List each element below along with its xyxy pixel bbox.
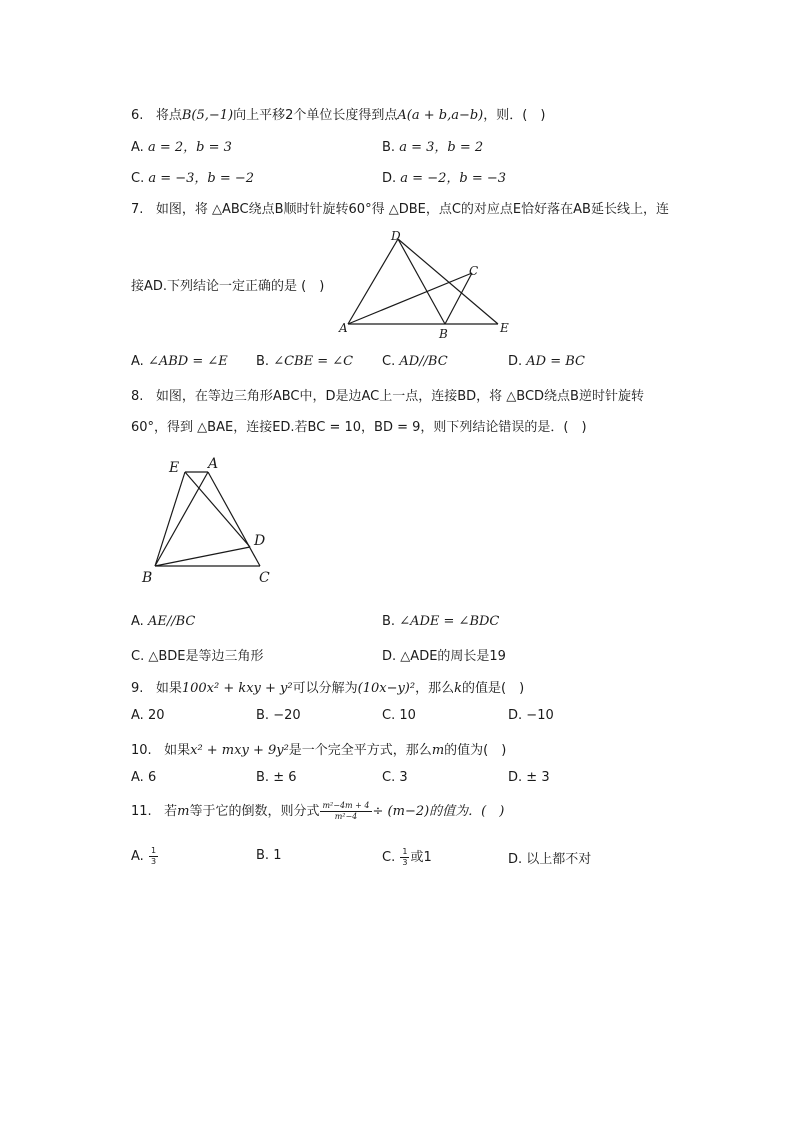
q6-text-2: 向上平移2个单位长度得到点 [233, 108, 398, 123]
q11-option-c[interactable]: C. $\frac{1}{3}$ 或1 [382, 847, 432, 867]
q9-expression-1: 100x² + kxy + y² [181, 681, 293, 696]
q9-stem: 9. 如果100x² + kxy + y²可以分解为(10x−y)²，那么k的值是( ) [131, 681, 525, 696]
q8-text-1: 如图，在等边三角形ABC中，D是边AC上一点，连接BD，将 △BCD绕点B逆时针旋转 [155, 389, 644, 404]
q6-point-b: B [181, 108, 192, 123]
q11-option-d[interactable]: D. 以上都不对 [508, 852, 592, 867]
q8-label-d: D [254, 533, 266, 549]
q10-stem: 10. 如果x² + mxy + 9y²是一个完全平方式，那么m的值为( ) [131, 743, 507, 758]
q7-label-a: A [339, 321, 348, 335]
q8-stem-line-1 [131, 385, 644, 404]
q8-label-e: E [169, 460, 180, 476]
fraction-one-third: $\frac{1}{3}$ [402, 847, 408, 867]
q8-line-ab [155, 472, 208, 566]
q7-text-1: 如图，将 △ABC绕点B顺时针旋转60°得 △DBE，点C的对应点E恰好落在AB延长线上，连 [155, 202, 669, 217]
q6-text-1: 将点 [155, 108, 182, 123]
q7-option-a[interactable]: A. ∠ABD = ∠E [131, 354, 228, 369]
q7-label-d: D [391, 229, 401, 243]
q8-option-c[interactable]: C. △BDE是等边三角形 [131, 649, 264, 664]
q10-option-b[interactable]: B. ± 6 [256, 770, 297, 785]
q8-line-ac [208, 472, 260, 566]
q11-option-a[interactable]: A. $\frac{1}{3}$ [131, 846, 157, 866]
q9-expression-2: (10x−y)² [357, 681, 416, 696]
q7-option-b[interactable]: B. ∠CBE = ∠C [256, 354, 354, 369]
q6-number: 6. [131, 108, 144, 123]
q7-stem-line-1 [131, 198, 669, 217]
q9-option-d[interactable]: D. −10 [508, 708, 554, 723]
q8-label-a: A [208, 456, 219, 472]
q7-option-c[interactable]: C. AD//BC [382, 354, 448, 369]
q11-fraction [320, 801, 371, 822]
q7-option-d[interactable]: D. AD = BC [508, 354, 586, 369]
q6-option-a[interactable]: A. a = 2，b = 3 [131, 140, 232, 155]
q7-line-da [348, 239, 398, 324]
q8-label-b: B [142, 570, 153, 586]
q11-fraction-numerator: m²−4m + 4 [322, 801, 370, 810]
q8-line-bd [155, 547, 250, 566]
q7-label-e: E [500, 321, 509, 335]
q11-number: 11. [131, 804, 152, 819]
q6-point-a: A [397, 108, 407, 123]
q7-label-c: C [469, 264, 479, 278]
q11-fraction-denominator: m²−4 [334, 812, 358, 821]
q10-option-c[interactable]: C. 3 [382, 770, 408, 785]
q8-option-d[interactable]: D. △ADE的周长是19 [382, 649, 506, 664]
q6-text-3: ，则．( ) [483, 108, 546, 123]
q7-line-db [398, 239, 445, 324]
q6-option-b[interactable]: B. a = 3，b = 2 [382, 140, 484, 155]
q9-number: 9. [131, 681, 144, 696]
q10-number: 10. [131, 743, 152, 758]
q11-stem: 11. 若m等于它的倒数，则分式 $\frac{\text{m²−4m + 4}}{\text{m²−4}}$ ÷ (m−2)的值为．( ) [131, 801, 505, 821]
q8-number: 8. [131, 389, 144, 404]
fraction-one-third: $\frac{1}{3}$ [150, 846, 157, 866]
q8-option-a[interactable]: A. AE//BC [131, 614, 196, 629]
q9-option-c[interactable]: C. 10 [382, 708, 416, 723]
q6-coord-b: (5,−1) [191, 108, 234, 123]
q10-expression: x² + mxy + 9y² [190, 743, 289, 758]
q6-option-c[interactable]: C. a = −3，b = −2 [131, 171, 255, 186]
q8-line-ed [185, 472, 250, 547]
q8-label-c: C [259, 570, 270, 586]
q10-option-d[interactable]: D. ± 3 [508, 770, 550, 785]
q6-stem [131, 104, 545, 123]
q9-option-b[interactable]: B. −20 [256, 708, 301, 723]
q8-line-eb [155, 472, 185, 566]
q8-option-b[interactable]: B. ∠ADE = ∠BDC [382, 614, 500, 629]
q7-line-ac [348, 273, 472, 324]
q8-stem-line-2: 60°，得到 △BAE，连接ED.若BC = 10，BD = 9，则下列结论错误的是．( ) [131, 420, 587, 435]
q7-line-de [398, 239, 498, 324]
q7-figure [335, 226, 515, 342]
q8-figure [138, 450, 278, 588]
q7-label-b: B [439, 327, 448, 341]
q11-option-b[interactable]: B. 1 [256, 848, 282, 863]
q6-coord-a: (a + b,a−b) [406, 108, 484, 123]
q7-number: 7. [131, 202, 144, 217]
q6-option-d[interactable]: D. a = −2，b = −3 [382, 171, 507, 186]
q7-stem-line-2: 接AD.下列结论一定正确的是 ( ) [131, 279, 325, 294]
q9-option-a[interactable]: A. 20 [131, 708, 165, 723]
q10-option-a[interactable]: A. 6 [131, 770, 157, 785]
